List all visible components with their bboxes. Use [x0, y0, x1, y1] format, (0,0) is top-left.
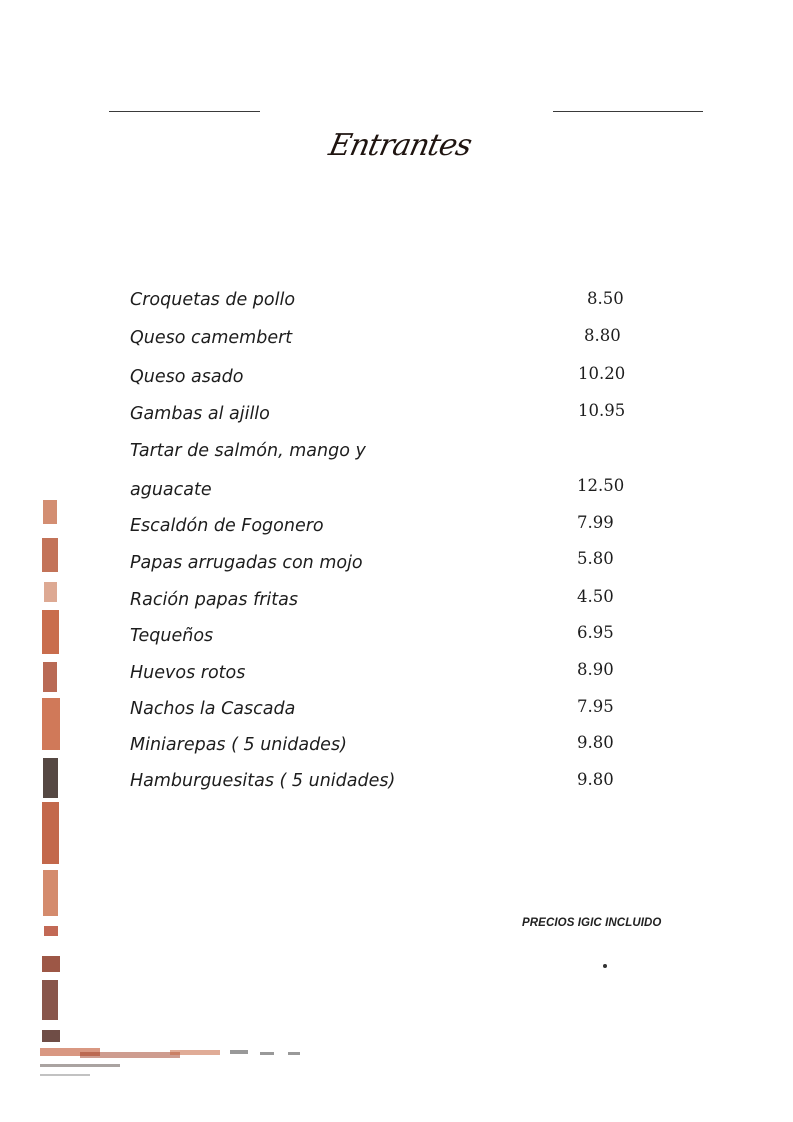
menu-item-price: 9.80 — [577, 770, 614, 789]
marble-border-bottom — [40, 1040, 310, 1085]
menu-item-name: Nachos la Cascada — [130, 699, 296, 719]
marble-border-left — [40, 490, 64, 1050]
decorative-dot — [603, 964, 607, 968]
menu-item-name: Escaldón de Fogonero — [130, 516, 324, 536]
prices-tax-note: PRECIOS IGIC INCLUIDO — [522, 917, 662, 929]
menu-item-price: 12.50 — [577, 476, 625, 495]
menu-item-price: 7.95 — [577, 697, 614, 716]
menu-item-name: Gambas al ajillo — [130, 404, 270, 424]
menu-item-name: Huevos rotos — [130, 663, 246, 683]
menu-item-price: 8.50 — [587, 289, 624, 308]
section-title: Entrantes — [325, 128, 475, 163]
menu-item-name: Miniarepas ( 5 unidades) — [130, 735, 347, 755]
menu-item-price: 10.95 — [578, 401, 626, 420]
menu-item-name: Tequeños — [130, 626, 214, 646]
menu-item-price: 7.99 — [577, 513, 614, 532]
menu-item-name: Queso asado — [130, 367, 244, 387]
menu-item-price: 8.80 — [584, 326, 621, 345]
menu-item-name: Ración papas fritas — [130, 590, 298, 610]
menu-item-name: Hamburguesitas ( 5 unidades) — [130, 771, 396, 791]
menu-item-price: 9.80 — [577, 733, 614, 752]
menu-item-price: 4.50 — [577, 587, 614, 606]
menu-item-name: Croquetas de pollo — [130, 290, 296, 310]
menu-item-price: 5.80 — [577, 549, 614, 568]
menu-item-name: Tartar de salmón, mango y — [130, 441, 366, 461]
menu-item-name: Queso camembert — [130, 328, 293, 348]
menu-item-price: 10.20 — [578, 364, 626, 383]
menu-item-name: aguacate — [130, 480, 212, 500]
menu-item-price: 8.90 — [577, 660, 614, 679]
menu-item-price: 6.95 — [577, 623, 614, 642]
menu-item-name: Papas arrugadas con mojo — [130, 553, 363, 573]
